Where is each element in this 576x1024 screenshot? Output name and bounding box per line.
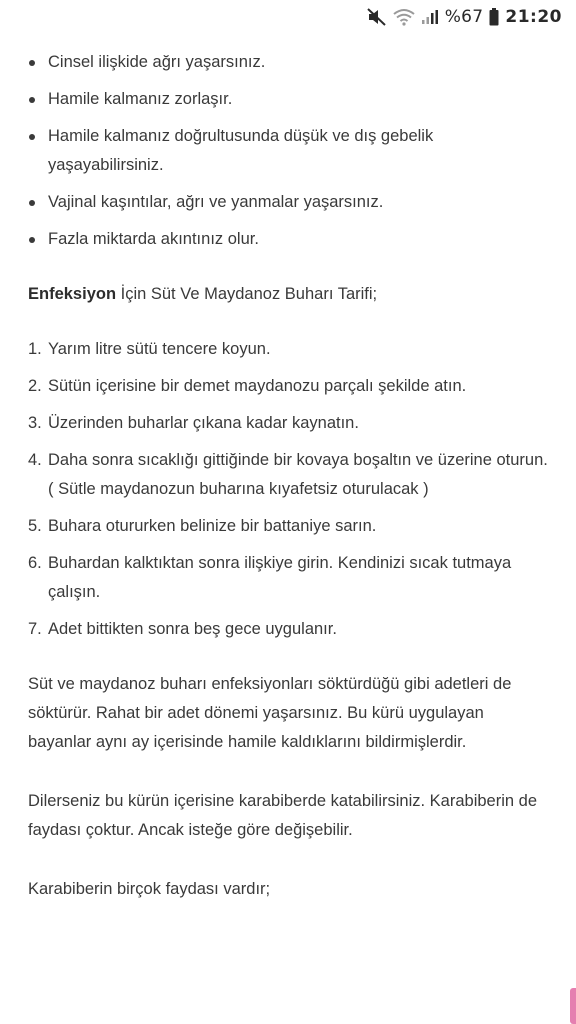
- step-text: Üzerinden buharlar çıkana kadar kaynatın.: [48, 414, 359, 432]
- paragraph: Dilerseniz bu kürün içerisine karabiberde katabilirsiniz. Karabiberin de faydası çoktur. Ancak isteğe göre değişebilir.: [28, 792, 538, 839]
- wifi-icon: [393, 8, 415, 26]
- mute-icon: [367, 8, 387, 26]
- list-item: [28, 372, 550, 401]
- step-text: Daha sonra sıcaklığı gittiğinde bir kovaya boşaltın ve üzerine oturun. ( Sütle maydanozun buharına kıyafetsiz oturulacak ): [48, 451, 548, 498]
- step-text: Yarım litre sütü tencere koyun.: [48, 340, 271, 358]
- list-item: [28, 409, 550, 438]
- step-number: 4.: [28, 451, 42, 469]
- clock: 21:20: [505, 7, 562, 27]
- list-item: [28, 446, 550, 504]
- status-bar: [0, 0, 576, 34]
- paragraph: Karabiberin birçok faydası vardır;: [28, 880, 271, 898]
- list-item: [28, 549, 550, 607]
- step-text: Sütün içerisine bir demet maydanozu parçalı şekilde atın.: [48, 377, 467, 395]
- list-item: Cinsel ilişkide ağrı yaşarsınız.: [28, 48, 550, 77]
- step-text: Buhardan kalktıktan sonra ilişkiye girin. Kendinizi sıcak tutmaya çalışın.: [48, 554, 512, 601]
- step-number: 5.: [28, 517, 42, 535]
- step-number: 3.: [28, 414, 42, 432]
- step-number: 6.: [28, 554, 42, 572]
- recipe-heading-text: İçin Süt Ve Maydanoz Buharı Tarifi;: [116, 285, 378, 303]
- step-number: 2.: [28, 377, 42, 395]
- paragraph: Süt ve maydanoz buharı enfeksiyonları söktürdüğü gibi adetleri de söktürür. Rahat bir adet dönemi yaşarsınız. Bu kürü uygulayan bayanlar aynı ay içerisinde hamile kaldıklarını bildirmişlerdir.: [28, 675, 512, 751]
- step-number: 1.: [28, 340, 42, 358]
- recipe-steps: [28, 335, 550, 644]
- list-item: [28, 335, 550, 364]
- list-item: Fazla miktarda akıntınız olur.: [28, 225, 550, 254]
- list-item: Vajinal kaşıntılar, ağrı ve yanmalar yaşarsınız.: [28, 188, 550, 217]
- step-text: Adet bittikten sonra beş gece uygulanır.: [48, 620, 337, 638]
- recipe-heading: [28, 280, 550, 309]
- scrollbar-thumb[interactable]: [570, 988, 576, 1024]
- list-item: [28, 512, 550, 541]
- list-item: Hamile kalmanız doğrultusunda düşük ve dış gebelik yaşayabilirsiniz.: [28, 122, 550, 180]
- step-number: 7.: [28, 620, 42, 638]
- list-item: Hamile kalmanız zorlaşır.: [28, 85, 550, 114]
- signal-icon: [421, 9, 439, 25]
- battery-icon: [489, 8, 499, 26]
- battery-percent: %67: [444, 7, 484, 27]
- list-item: [28, 615, 550, 644]
- recipe-heading-bold: Enfeksiyon: [28, 285, 117, 303]
- symptom-list: [28, 48, 550, 254]
- step-text: Buhara otururken belinize bir battaniye sarın.: [48, 517, 377, 535]
